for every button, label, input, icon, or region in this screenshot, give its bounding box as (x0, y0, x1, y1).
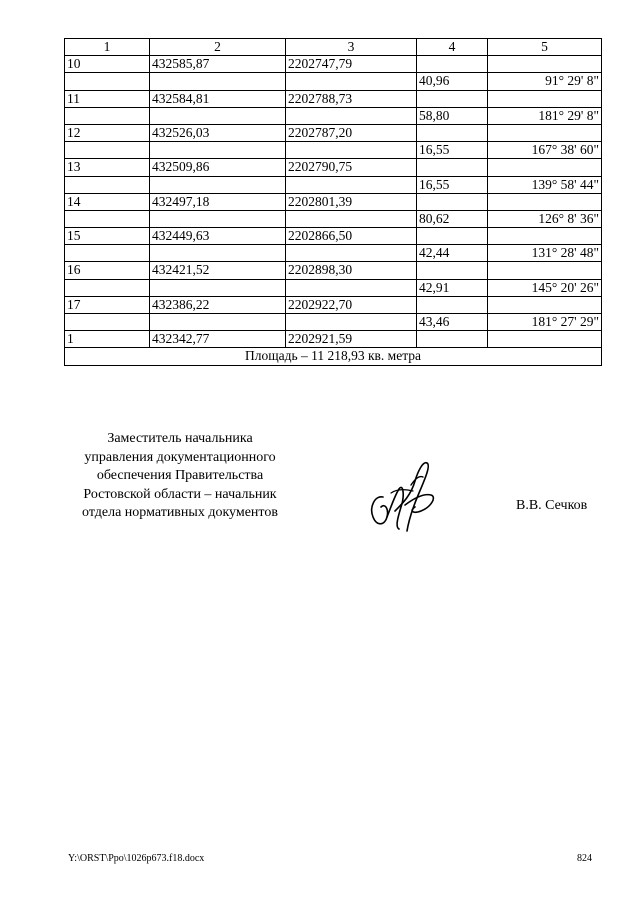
y-coordinate-cell: 2202921,59 (286, 331, 417, 348)
direction-angle-cell: 181° 27' 29" (488, 314, 602, 331)
distance-cell: 40,96 (417, 73, 488, 90)
y-coordinate-cell: 2202790,75 (286, 159, 417, 176)
distance-cell: 42,91 (417, 279, 488, 296)
area-total-cell: Площадь – 11 218,93 кв. метра (65, 348, 602, 365)
empty-cell (65, 245, 150, 262)
empty-cell (286, 314, 417, 331)
header-cell: 1 (65, 39, 150, 56)
signatory-name: В.В. Сечков (516, 498, 588, 513)
x-coordinate-cell: 432584,81 (150, 90, 286, 107)
area-row (65, 348, 602, 365)
distance-cell: 58,80 (417, 107, 488, 124)
empty-cell (488, 193, 602, 210)
distance-cell: 80,62 (417, 210, 488, 227)
segment-row (65, 142, 602, 159)
signatory-position (70, 430, 290, 523)
empty-cell (150, 210, 286, 227)
direction-angle-cell: 181° 29' 8" (488, 107, 602, 124)
empty-cell (65, 142, 150, 159)
segment-row (65, 176, 602, 193)
empty-cell (417, 193, 488, 210)
empty-cell (488, 56, 602, 73)
empty-cell (286, 245, 417, 262)
point-row (65, 331, 602, 348)
empty-cell (65, 314, 150, 331)
position-line: отдела нормативных документов (82, 505, 278, 521)
point-number-cell: 11 (65, 90, 150, 107)
x-coordinate-cell: 432509,86 (150, 159, 286, 176)
empty-cell (417, 159, 488, 176)
footer-page-number: 824 (577, 853, 592, 864)
direction-angle-cell: 139° 58' 44" (488, 176, 602, 193)
point-row (65, 159, 602, 176)
empty-cell (417, 331, 488, 348)
empty-cell (286, 176, 417, 193)
distance-cell: 16,55 (417, 176, 488, 193)
empty-cell (417, 296, 488, 313)
empty-cell (150, 279, 286, 296)
distance-cell: 43,46 (417, 314, 488, 331)
empty-cell (417, 228, 488, 245)
empty-cell (150, 107, 286, 124)
y-coordinate-cell: 2202866,50 (286, 228, 417, 245)
empty-cell (150, 73, 286, 90)
empty-cell (286, 73, 417, 90)
empty-cell (417, 262, 488, 279)
point-number-cell: 13 (65, 159, 150, 176)
empty-cell (488, 331, 602, 348)
y-coordinate-cell: 2202747,79 (286, 56, 417, 73)
segment-row (65, 210, 602, 227)
point-number-cell: 1 (65, 331, 150, 348)
distance-cell: 16,55 (417, 142, 488, 159)
segment-row (65, 107, 602, 124)
x-coordinate-cell: 432342,77 (150, 331, 286, 348)
point-row (65, 193, 602, 210)
empty-cell (65, 73, 150, 90)
empty-cell (286, 210, 417, 227)
point-row (65, 56, 602, 73)
point-number-cell: 12 (65, 124, 150, 141)
empty-cell (150, 245, 286, 262)
y-coordinate-cell: 2202788,73 (286, 90, 417, 107)
y-coordinate-cell: 2202898,30 (286, 262, 417, 279)
point-number-cell: 16 (65, 262, 150, 279)
table-header-row (65, 39, 602, 56)
y-coordinate-cell: 2202801,39 (286, 193, 417, 210)
segment-row (65, 279, 602, 296)
point-row (65, 228, 602, 245)
position-line: управления документационного (84, 449, 276, 465)
empty-cell (488, 228, 602, 245)
empty-cell (488, 124, 602, 141)
empty-cell (488, 159, 602, 176)
empty-cell (488, 90, 602, 107)
empty-cell (417, 56, 488, 73)
point-number-cell: 15 (65, 228, 150, 245)
coordinates-table-body (65, 39, 602, 366)
direction-angle-cell: 126° 8' 36" (488, 210, 602, 227)
empty-cell (150, 176, 286, 193)
footer-file-path: Y:\ORST\Ppo\1026p673.f18.docx (68, 853, 205, 864)
empty-cell (65, 279, 150, 296)
empty-cell (417, 124, 488, 141)
point-row (65, 262, 602, 279)
segment-row (65, 314, 602, 331)
empty-cell (65, 107, 150, 124)
empty-cell (286, 107, 417, 124)
x-coordinate-cell: 432526,03 (150, 124, 286, 141)
empty-cell (286, 142, 417, 159)
direction-angle-cell: 145° 20' 26" (488, 279, 602, 296)
segment-row (65, 73, 602, 90)
x-coordinate-cell: 432497,18 (150, 193, 286, 210)
point-number-cell: 17 (65, 296, 150, 313)
position-line: обеспечения Правительства (96, 468, 264, 484)
segment-row (65, 245, 602, 262)
y-coordinate-cell: 2202922,70 (286, 296, 417, 313)
empty-cell (150, 142, 286, 159)
x-coordinate-cell: 432386,22 (150, 296, 286, 313)
x-coordinate-cell: 432421,52 (150, 262, 286, 279)
empty-cell (65, 176, 150, 193)
point-row (65, 90, 602, 107)
coordinates-table (64, 38, 602, 366)
direction-angle-cell: 91° 29' 8" (488, 73, 602, 90)
direction-angle-cell: 131° 28' 48" (488, 245, 602, 262)
header-cell: 5 (488, 39, 602, 56)
point-row (65, 296, 602, 313)
handwritten-signature (365, 455, 445, 535)
distance-cell: 42,44 (417, 245, 488, 262)
x-coordinate-cell: 432585,87 (150, 56, 286, 73)
position-line: Ростовской области – начальник (83, 486, 277, 502)
header-cell: 3 (286, 39, 417, 56)
point-row (65, 124, 602, 141)
empty-cell (417, 90, 488, 107)
x-coordinate-cell: 432449,63 (150, 228, 286, 245)
empty-cell (150, 314, 286, 331)
point-number-cell: 10 (65, 56, 150, 73)
empty-cell (286, 279, 417, 296)
empty-cell (65, 210, 150, 227)
empty-cell (488, 262, 602, 279)
position-line: Заместитель начальника (107, 431, 253, 446)
point-number-cell: 14 (65, 193, 150, 210)
direction-angle-cell: 167° 38' 60" (488, 142, 602, 159)
header-cell: 2 (150, 39, 286, 56)
empty-cell (488, 296, 602, 313)
y-coordinate-cell: 2202787,20 (286, 124, 417, 141)
header-cell: 4 (417, 39, 488, 56)
